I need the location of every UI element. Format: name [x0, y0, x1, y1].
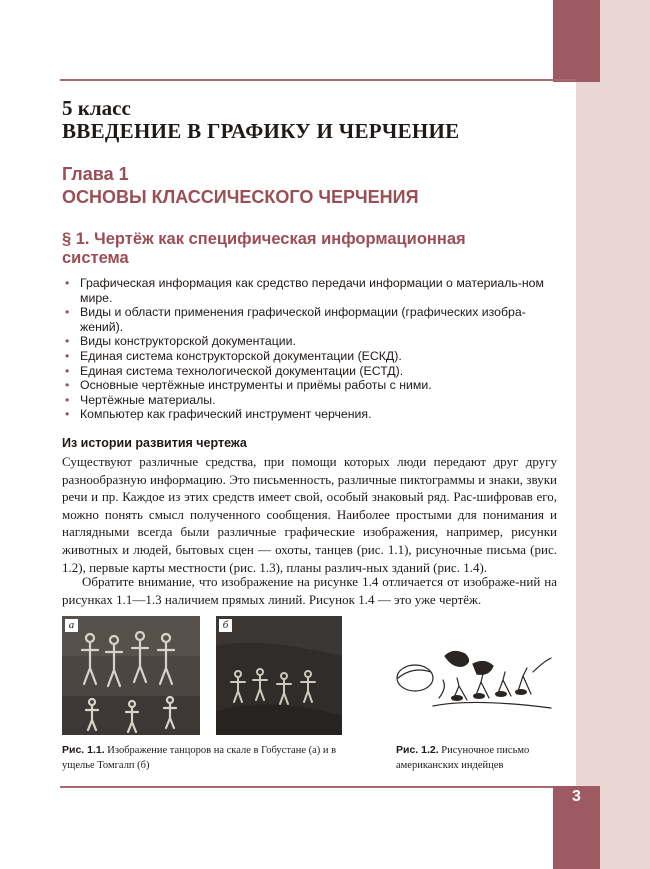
rock-art-photo-gobustan [62, 616, 200, 735]
pictographic-letter-drawing [393, 636, 553, 726]
history-heading: Из истории развития чертежа [62, 436, 247, 450]
bullet-icon: • [65, 378, 70, 393]
list-item: • Виды и области применения графической информации (графических изобра-жений). [65, 305, 526, 334]
figure-1-1-text: Изображение танцоров на скале в Гобустане (а) и в ущелье Томгалп (б) [62, 745, 337, 771]
bullet-icon: • [65, 407, 70, 422]
photo-b-label: б [219, 619, 232, 632]
bullet-icon: • [65, 276, 70, 290]
bullet-icon: • [65, 363, 70, 378]
figure-1-2-text: Рисуночное письмо американских индейцев [396, 745, 530, 771]
figure-1-2-number: Рис. 1.2. [396, 744, 439, 756]
bullet-icon: • [65, 334, 70, 349]
top-rule [60, 79, 576, 81]
photo-a-label: а [65, 619, 78, 632]
list-item: • Графическая информация как средство передачи информации о материаль-ном мире. [65, 276, 544, 305]
right-margin-band [576, 0, 650, 869]
dancers-figures-image [62, 616, 200, 735]
bullet-icon: • [65, 348, 70, 363]
list-item: • Основные чертёжные инструменты и приёмы работы с ними. [65, 378, 432, 393]
dancers-figures-image [216, 616, 342, 735]
history-paragraph-2: Обратите внимание, что изображение на рисунке 1.4 отличается от изображе-ний на рисунках 1.1—1.3 наличием прямых линий. Рисунок 1.4 — это уже чертёж. [62, 574, 557, 607]
page-number: 3 [572, 788, 581, 805]
chapter-label: Глава 1 [62, 164, 129, 184]
list-item: • Единая система конструкторской документации (ЕСКД). [65, 348, 402, 363]
chapter-title: ОСНОВЫ КЛАССИЧЕСКОГО ЧЕРЧЕНИЯ [62, 187, 419, 207]
section-title: § 1. Чертёж как специфическая информационная система [62, 230, 466, 267]
list-item: • Виды конструкторской документации. [65, 334, 296, 349]
part-title: ВВЕДЕНИЕ В ГРАФИКУ И ЧЕРЧЕНИЕ [62, 119, 460, 143]
list-item: • Чертёжные материалы. [65, 392, 216, 407]
bottom-rule [60, 786, 576, 788]
history-paragraph-1: Существуют различные средства, при помощи которых люди передают друг другу разнообразную информацию. Это письменность, различные пиктограммы и знаки, звуки речи и пр. Каждое из этих средств имеет свой, особый знаковый ряд. Рас-шифровав его, можно понять смысл полученного сообщения. Наиболее простыми для понимания и наглядными всегда были различные графические изображения, например, рисунки животных и людей, бытовых сцен — охоты, танцев (рис. 1.1), рисуночные письма (рис. 1.2), первые карты местности (рис. 1.3), планы различ-ных зданий (рис. 1.4). [62, 454, 557, 575]
bullet-icon: • [65, 392, 70, 407]
topic-list [62, 276, 557, 422]
bullet-icon: • [65, 305, 70, 320]
figure-1-1-number: Рис. 1.1. [62, 744, 105, 756]
top-accent-band [553, 0, 600, 82]
figure-1-2-caption [396, 743, 561, 773]
list-item: • Единая система технологической документации (ЕСТД). [65, 363, 404, 378]
list-item: • Компьютер как графический инструмент черчения. [65, 407, 372, 422]
grade-label: 5 класс [62, 96, 131, 120]
rock-art-photo-tomgalp [216, 616, 342, 735]
figure-1-1-caption [62, 743, 362, 773]
